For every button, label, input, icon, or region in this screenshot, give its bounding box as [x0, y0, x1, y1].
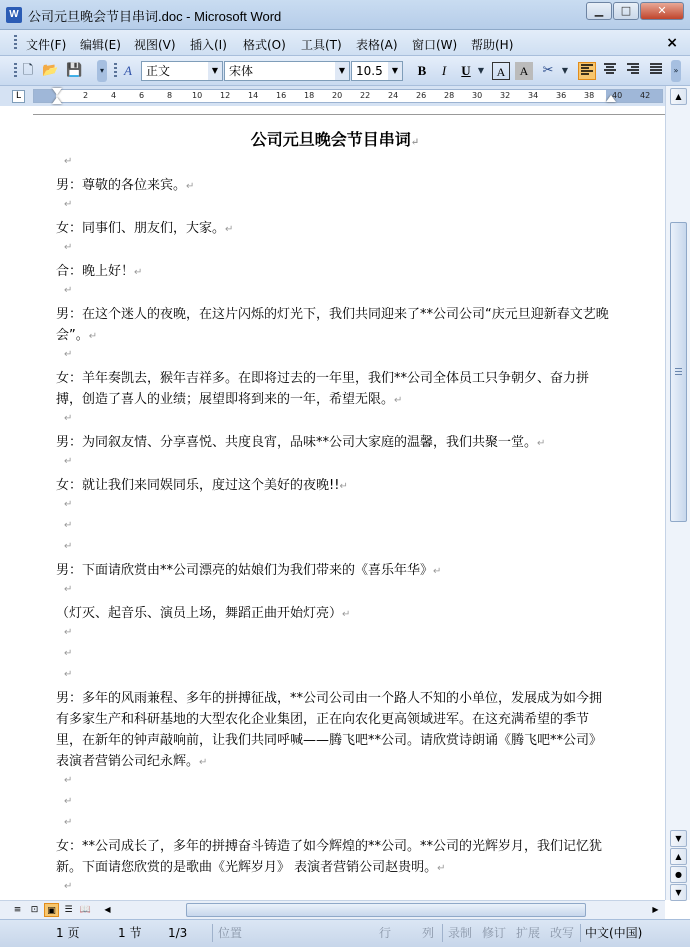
format-toolbar-grip-icon[interactable] [114, 63, 117, 79]
bold-button[interactable]: B [417, 63, 427, 78]
paragraph-text: 男：下面请欣赏由**公司漂亮的姑娘们为我们带来的《喜乐年华》 [56, 563, 434, 578]
ruler-number: 24 [388, 91, 399, 100]
open-folder-icon[interactable]: 📂 [42, 63, 59, 78]
align-left-icon [581, 64, 593, 76]
paragraph-text: （灯灭、起音乐、演员上场，舞蹈正曲开始灯亮） [56, 606, 343, 621]
italic-button[interactable]: I [441, 63, 447, 78]
paragraph-mark: ↵ [394, 395, 403, 406]
underline-button[interactable]: U [461, 63, 471, 78]
paragraph-mark: ↵ [437, 863, 446, 874]
ruler-number: 16 [276, 91, 287, 100]
document-page[interactable] [56, 126, 614, 900]
chevron-down-icon[interactable]: ▼ [335, 62, 349, 80]
page-top-edge [33, 114, 665, 115]
paragraph[interactable] [56, 432, 614, 454]
ruler-number: 22 [360, 91, 371, 100]
close-document-button[interactable]: × [666, 35, 678, 51]
paragraph[interactable] [56, 368, 614, 411]
empty-paragraph[interactable] [56, 794, 614, 815]
paragraph-mark: ↵ [64, 499, 73, 510]
paragraph-mark: ↵ [537, 438, 546, 449]
paragraph-mark: ↵ [64, 584, 73, 595]
paragraph[interactable] [56, 261, 614, 283]
paragraph[interactable] [56, 603, 614, 625]
menu-bar [0, 30, 690, 56]
paragraph[interactable] [56, 304, 614, 347]
menu-format[interactable]: 格式(O) [243, 38, 286, 52]
status-position[interactable]: 位置 [218, 926, 243, 940]
ruler-number: 2 [83, 91, 89, 100]
ruler-number: 30 [472, 91, 483, 100]
status-column[interactable]: 列 [422, 926, 435, 940]
status-separator [212, 924, 213, 942]
empty-paragraph[interactable] [56, 646, 614, 667]
paragraph-mark: ↵ [64, 627, 73, 638]
next-page-icon[interactable]: ▼ [670, 884, 687, 901]
empty-paragraph[interactable] [56, 773, 614, 794]
empty-paragraph[interactable] [56, 240, 614, 261]
paragraph-mark: ↵ [339, 481, 348, 492]
ruler-number: 28 [444, 91, 455, 100]
paragraph[interactable] [56, 560, 614, 582]
paragraph[interactable] [56, 175, 614, 197]
empty-paragraph[interactable] [56, 879, 614, 900]
status-record-macro[interactable]: 录制 [448, 926, 473, 940]
toolbar-overflow-chevron-icon[interactable]: » [671, 60, 681, 82]
web-layout-view-icon[interactable]: ⊡ [30, 905, 39, 915]
empty-paragraph[interactable] [56, 667, 614, 688]
document-area[interactable] [0, 106, 665, 900]
scroll-thumb-grip-icon [675, 368, 682, 376]
paragraph-mark: ↵ [64, 242, 73, 253]
align-right-button[interactable] [624, 62, 642, 80]
ruler-number: 4 [111, 91, 117, 100]
menu-grip-icon[interactable] [14, 35, 17, 51]
scroll-up-arrow-icon[interactable]: ▲ [670, 88, 687, 105]
justify-icon [650, 63, 662, 75]
style-select[interactable] [141, 61, 223, 81]
underline-options-chevron-icon[interactable]: ▼ [477, 66, 485, 75]
paragraph-mark: ↵ [134, 267, 143, 278]
select-browse-object-icon[interactable]: ● [670, 866, 687, 883]
chevron-down-icon[interactable]: ▼ [388, 62, 402, 80]
window-controls [585, 2, 684, 20]
paragraph-mark: ↵ [88, 331, 98, 342]
scroll-right-arrow-icon[interactable]: ▶ [652, 905, 659, 914]
paragraph-mark: ↵ [342, 609, 351, 620]
empty-paragraph[interactable] [56, 582, 614, 603]
ruler-number: 8 [167, 91, 173, 100]
minimize-button[interactable]: ▁ [586, 2, 612, 20]
paragraph-text: 女：同事们、朋友们，大家。 [56, 221, 226, 236]
title-bar [0, 0, 690, 30]
paragraph[interactable] [56, 218, 614, 240]
character-shading-button[interactable]: A [515, 62, 533, 80]
scroll-left-arrow-icon[interactable]: ◀ [104, 905, 111, 914]
maximize-button[interactable]: □ [613, 2, 639, 20]
empty-paragraph[interactable] [56, 283, 614, 304]
ruler-number: 14 [248, 91, 259, 100]
outline-view-icon[interactable]: ☰ [64, 905, 73, 915]
normal-view-icon[interactable]: ≡ [13, 905, 22, 915]
status-page-of[interactable]: 1/3 [168, 926, 188, 940]
horizontal-scroll-thumb[interactable] [186, 903, 586, 917]
menu-window[interactable]: 窗口(W) [412, 38, 458, 52]
font-size-select[interactable] [351, 61, 403, 81]
paragraph-mark: ↵ [186, 181, 195, 192]
font-size-value: 10.5 [356, 64, 383, 78]
ruler-number: 38 [584, 91, 595, 100]
reading-layout-view-icon[interactable]: 📖 [79, 905, 92, 915]
paragraph[interactable] [56, 688, 614, 773]
document-left-margin [0, 106, 33, 900]
tab-selector[interactable]: L [12, 90, 25, 103]
empty-paragraph[interactable] [56, 539, 614, 560]
paragraph-mark: ↵ [433, 566, 442, 577]
paragraph-text: 男：尊敬的各位来宾。 [56, 178, 187, 193]
ruler-number: 20 [332, 91, 343, 100]
menu-table[interactable]: 表格(A) [356, 38, 398, 52]
ruler-number: 42 [640, 91, 651, 100]
new-document-icon[interactable]: 🗋 [22, 63, 34, 78]
scroll-down-arrow-icon[interactable]: ▼ [670, 830, 687, 847]
empty-paragraph[interactable] [56, 625, 614, 646]
empty-paragraph[interactable] [56, 518, 614, 539]
horizontal-ruler[interactable] [33, 89, 663, 103]
horizontal-scrollbar[interactable] [0, 900, 665, 919]
paragraph-mark: ↵ [64, 456, 73, 467]
status-separator [442, 924, 443, 942]
document-title-text: 公司元旦晚会节目串词 [250, 130, 411, 149]
menu-help[interactable]: 帮助(H) [471, 38, 514, 52]
empty-paragraph[interactable] [56, 411, 614, 432]
status-language[interactable]: 中文(中国) [585, 926, 643, 940]
menu-insert[interactable]: 插入(I) [190, 38, 227, 52]
status-page[interactable]: 1 页 [56, 926, 80, 940]
print-layout-view-icon[interactable]: ▣ [44, 903, 59, 917]
ruler-number: 34 [528, 91, 539, 100]
status-separator [580, 924, 581, 942]
ruler-area [0, 86, 690, 106]
status-line[interactable]: 行 [379, 926, 392, 940]
paragraph-mark: ↵ [410, 137, 420, 148]
document-title[interactable] [56, 126, 614, 154]
font-value: 宋体 [229, 64, 254, 78]
align-center-icon [604, 63, 616, 75]
paragraph-mark: ↵ [64, 156, 73, 167]
menu-edit[interactable]: 编辑(E) [80, 38, 121, 52]
ruler-number: 40 [612, 91, 623, 100]
document-body[interactable] [56, 154, 614, 900]
paragraph-mark: ↵ [64, 775, 73, 786]
empty-paragraph[interactable] [56, 497, 614, 518]
paragraph-text: 女：就让我们来同娱同乐，度过这个美好的夜晚!! [56, 478, 340, 493]
chevron-down-icon[interactable]: ▼ [208, 62, 222, 80]
paragraph-mark: ↵ [199, 757, 208, 768]
ruler-number: 36 [556, 91, 567, 100]
character-border-button[interactable]: A [492, 62, 510, 80]
paragraph-text: 男：为同叙友情、分享喜悦、共度良宵，品味**公司大家庭的温馨，我们共聚一堂。 [56, 435, 538, 450]
previous-page-icon[interactable]: ▲ [670, 848, 687, 865]
status-overtype[interactable]: 改写 [550, 926, 575, 940]
paragraph-mark: ↵ [64, 285, 73, 296]
paragraph-mark: ↵ [64, 349, 73, 360]
styles-pane-icon[interactable]: A [124, 63, 132, 78]
ruler-number: 6 [139, 91, 145, 100]
close-window-button[interactable]: ✕ [640, 2, 684, 20]
empty-paragraph[interactable] [56, 454, 614, 475]
status-extend-selection[interactable]: 扩展 [516, 926, 541, 940]
align-center-button[interactable] [601, 62, 619, 80]
paragraph-mark: ↵ [64, 881, 73, 892]
toolbar [0, 56, 690, 86]
paragraph-text: 男：多年的风雨兼程、多年的拼搏征战，**公司公司由一个路人不知的小单位，发展成为如今拥有多家生产和科研基地的大型农化企业集团，正在向农化更高领域进军。在这充满希望的季节里，在新年的钟声敲响前，让我们共同呼喊——腾飞吧**公司。请欣赏诗朗诵《腾飞吧**公司》 表演者营销公司纪永辉。 [56, 691, 607, 769]
menu-file[interactable]: 文件(F) [26, 38, 67, 52]
ruler-number: 10 [192, 91, 203, 100]
menu-view[interactable]: 视图(V) [134, 38, 176, 52]
window-title: 公司元旦晚会节目串词.doc - Microsoft Word [28, 9, 282, 24]
paragraph-mark: ↵ [64, 413, 73, 424]
paragraph-text: 男：在这个迷人的夜晚，在这片闪烁的灯光下，我们共同迎来了**公司公司“庆元旦迎新春文艺晚会”。 [56, 307, 609, 343]
ruler-number: 12 [220, 91, 231, 100]
ruler-number: 26 [416, 91, 427, 100]
paragraph-text: 女：羊年奏凯去，猴年吉祥多。在即将过去的一年里，我们**公司全体员工只争朝夕、奋力拼搏，创造了喜人的业绩；展望即将到来的一年，希望无限。 [56, 371, 590, 407]
paragraph-text: 合：晚上好！ [56, 264, 135, 279]
align-right-icon [627, 63, 639, 75]
save-icon[interactable]: 💾 [66, 63, 83, 78]
scaling-options-chevron-icon[interactable]: ▼ [561, 66, 569, 75]
paragraph-text: 女：**公司成长了，多年的拼搏奋斗铸造了如今辉煌的**公司。**公司的光辉岁月，我们记忆犹新。下面请您欣赏的是歌曲《光辉岁月》 表演者营销公司赵贵明。 [56, 839, 603, 875]
paragraph[interactable] [56, 836, 614, 879]
align-left-button[interactable] [578, 62, 596, 80]
paragraph-mark: ↵ [64, 817, 73, 828]
toolbar-grip-icon[interactable] [14, 63, 17, 79]
menu-tools[interactable]: 工具(T) [301, 38, 342, 52]
hanging-indent-marker[interactable] [52, 97, 62, 104]
paragraph-mark: ↵ [64, 541, 73, 552]
style-value: 正文 [146, 64, 171, 78]
empty-paragraph[interactable] [56, 347, 614, 368]
status-track-changes[interactable]: 修订 [482, 926, 507, 940]
justify-button[interactable] [647, 62, 665, 80]
paragraph-mark: ↵ [64, 520, 73, 531]
paragraph-mark: ↵ [64, 648, 73, 659]
status-section[interactable]: 1 节 [118, 926, 142, 940]
paragraph-mark: ↵ [64, 796, 73, 807]
toolbar-options-chevron-icon[interactable]: ▾ [97, 60, 107, 82]
first-line-indent-marker[interactable] [52, 88, 62, 95]
paragraph[interactable] [56, 475, 614, 497]
paragraph-mark: ↵ [225, 224, 234, 235]
empty-paragraph[interactable] [56, 197, 614, 218]
status-bar [0, 919, 690, 947]
font-select[interactable] [224, 61, 350, 81]
paragraph-mark: ↵ [64, 669, 73, 680]
empty-paragraph[interactable] [56, 815, 614, 836]
empty-paragraph[interactable] [56, 154, 614, 175]
paragraph-mark: ↵ [64, 199, 73, 210]
ruler-number: 32 [500, 91, 511, 100]
ruler-number: 18 [304, 91, 315, 100]
character-scaling-icon[interactable]: ✂ [542, 63, 554, 78]
word-app-icon[interactable]: W [6, 7, 22, 23]
vertical-scrollbar[interactable] [665, 86, 690, 900]
